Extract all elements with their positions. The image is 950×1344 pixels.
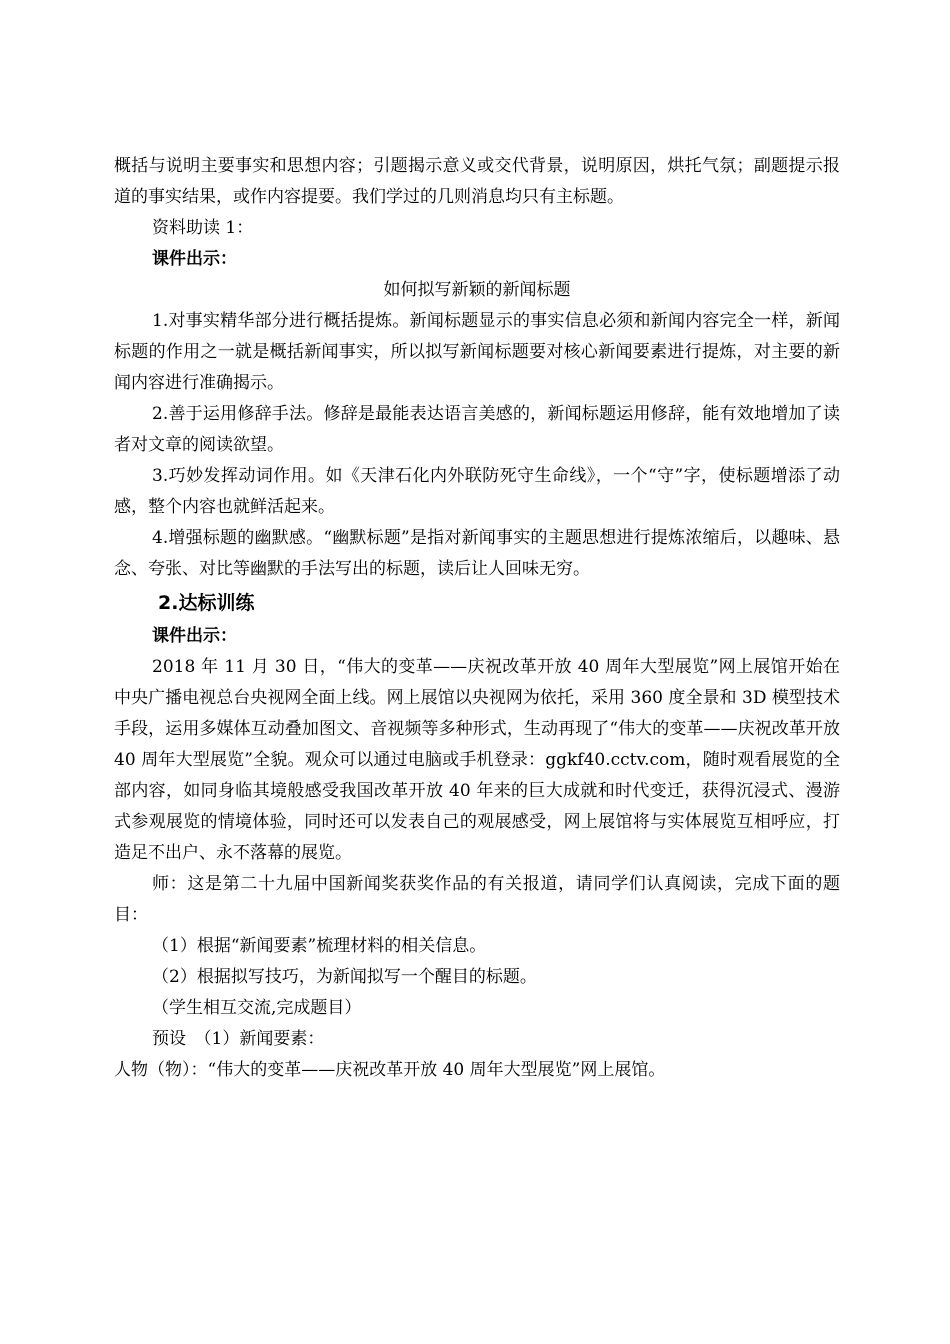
reading-label: 资料助读 1： (152, 218, 254, 238)
question-item: （1）根据“新闻要素”梳理材料的相关信息。 (152, 936, 487, 956)
article-title: 如何拟写新颖的新闻标题 (383, 280, 571, 300)
news-paragraph: 2018 年 11 月 30 日，“伟大的变革——庆祝改革开放 40 周年大型展览”网上展馆开始在中央广播电视总台央视网全面上线。网上展馆以央视网为依托，采用 360 度全景和 3D 模型技术手段，运用多媒体互动叠加图文、音视频等多种形式，生动再现了“伟大的变革——庆祝改革开放 40 周年大型展览”全貌。观众可以通过电脑或手机登录：ggkf40.cctv.com，随时观看展览的全部内容，如同身临其境般感受我国改革开放 40 年来的巨大成就和时代变迁，获得沉浸式、漫游式参观展览的情境体验，同时还可以发表自己的观展感受，网上展馆将与实体展览互相呼应，打造足不出户、永不落幕的展览。 (114, 657, 840, 863)
student-note: （学生相互交流,完成题目） (152, 998, 362, 1018)
preset-line: 预设 （1）新闻要素： (152, 1029, 325, 1049)
section-heading: 2.达标训练 (158, 592, 255, 614)
document-page (114, 151, 840, 1086)
tip-paragraph: 3.巧妙发挥动词作用。如《天津石化内外联防死守生命线》，一个“守”字，使标题增添了动感，整个内容也就鲜活起来。 (114, 466, 840, 517)
person-line: 人物（物）：“伟大的变革——庆祝改革开放 40 周年大型展览”网上展馆。 (114, 1060, 666, 1080)
courseware-label: 课件出示： (152, 626, 237, 646)
intro-paragraph: 概括与说明主要事实和思想内容；引题揭示意义或交代背景，说明原因，烘托气氛；副题提示报道的事实结果，或作内容提要。我们学过的几则消息均只有主标题。 (114, 156, 840, 207)
tip-paragraph: 1.对事实精华部分进行概括提炼。新闻标题显示的事实信息必须和新闻内容完全一样，新闻标题的作用之一就是概括新闻事实，所以拟写新闻标题要对核心新闻要素进行提炼，对主要的新闻内容进行准确揭示。 (114, 311, 840, 393)
teacher-paragraph: 师：这是第二十九届中国新闻奖获奖作品的有关报道，请同学们认真阅读，完成下面的题目： (114, 874, 840, 925)
tip-paragraph: 2.善于运用修辞手法。修辞是最能表达语言美感的，新闻标题运用修辞，能有效地增加了读者对文章的阅读欲望。 (114, 404, 840, 455)
tip-paragraph: 4.增强标题的幽默感。“幽默标题”是指对新闻事实的主题思想进行提炼浓缩后，以趣味、悬念、夸张、对比等幽默的手法写出的标题，读后让人回味无穷。 (114, 528, 840, 579)
courseware-label: 课件出示： (152, 249, 237, 269)
question-item: （2）根据拟写技巧，为新闻拟写一个醒目的标题。 (152, 967, 537, 987)
